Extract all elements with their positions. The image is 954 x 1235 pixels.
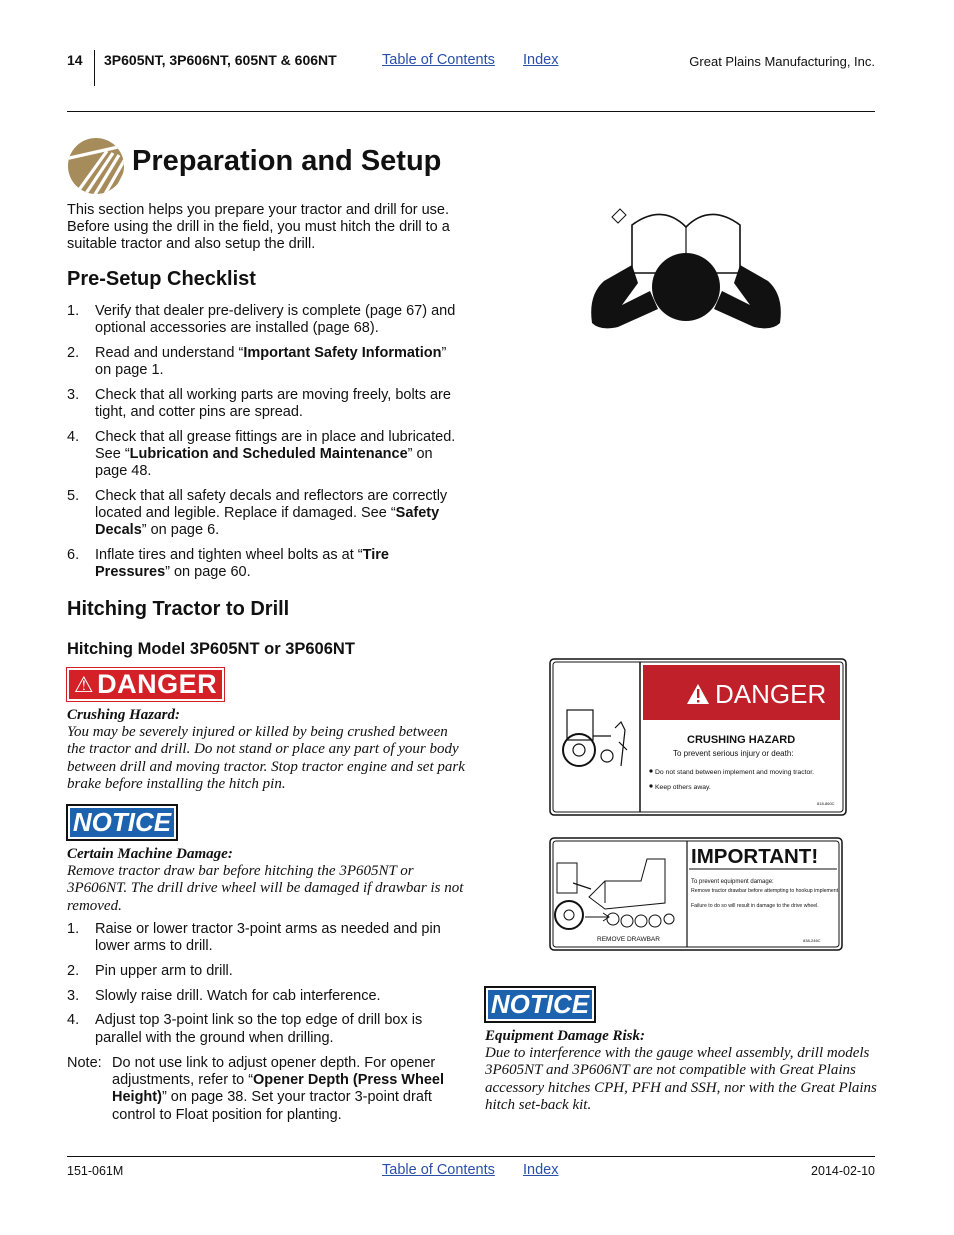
hitching-steps	[67, 921, 462, 1054]
decal-part-number: 838-246C	[803, 938, 821, 943]
header-rule	[67, 111, 875, 112]
warning-triangle-icon: ⚠	[73, 671, 95, 697]
list-item: 2. Read and understand “Important Safety Information” on page 1.	[67, 344, 447, 379]
danger-signal-word: ⚠ DANGER	[67, 668, 224, 701]
document-date: 2014-02-10	[811, 1164, 875, 1178]
hitching-subheading: Hitching Model 3P605NT or 3P606NT	[67, 640, 355, 658]
header-index-link[interactable]: Index	[523, 52, 559, 68]
company-name: Great Plains Manufacturing, Inc.	[689, 54, 875, 69]
pre-setup-heading: Pre-Setup Checklist	[67, 268, 256, 290]
note: Note: Do not use link to adjust opener depth. For opener adjustments, refer to “Opener Depth (Press Wheel Height)” on page 38. Set your tractor 3-point draft control to Float position for planting.	[67, 1055, 444, 1123]
notice-signal-word: NOTICE	[68, 806, 176, 839]
list-item: 4. Check that all grease fittings are in place and lubricated. See “Lubrication and Scheduled Maintenance” on page 48.	[67, 428, 456, 480]
decal-bullet: Keep others away.	[655, 784, 711, 791]
danger-message: Crushing Hazard: You may be severely injured or killed by being crushed between the tractor and drill. Do not stand or place any part of your body between drill and moving tractor. Stop tractor engine and set park brake before installing the hitch pin.	[67, 707, 465, 792]
decal-part-number: 818-860C	[817, 801, 835, 806]
read-manual-icon	[588, 205, 784, 333]
decal-signal-word: IMPORTANT!	[691, 845, 819, 868]
footer-rule	[67, 1156, 875, 1157]
pre-setup-checklist	[67, 303, 462, 589]
notice-signal-word: NOTICE	[486, 988, 594, 1021]
list-item: 2. Pin upper arm to drill.	[67, 962, 233, 979]
footer-toc-link[interactable]: Table of Contents	[382, 1162, 495, 1178]
decal-subheading: To prevent serious injury or death:	[673, 749, 794, 758]
xref: Lubrication and Scheduled Maintenance	[129, 445, 408, 462]
list-item: 3. Check that all working parts are moving freely, bolts are tight, and cotter pins are spread.	[67, 386, 451, 421]
xref: Opener Depth (Press Wheel Height)	[112, 1072, 444, 1106]
hitching-heading: Hitching Tractor to Drill	[67, 598, 290, 620]
danger-crushing-hazard-decal	[549, 658, 847, 816]
decal-heading: CRUSHING HAZARD	[687, 734, 796, 746]
decal-line: Failure to do so will result in damage to the drive wheel.	[691, 903, 819, 909]
list-item: 1. Raise or lower tractor 3-point arms as needed and pin lower arms to drill.	[67, 921, 441, 955]
header-divider	[94, 50, 95, 86]
document-number: 151-061M	[67, 1164, 124, 1178]
decal-bullet: Do not stand between implement and moving tractor.	[655, 769, 815, 776]
great-plains-logo-icon	[67, 137, 125, 195]
decal-caption: REMOVE DRAWBAR	[597, 936, 660, 943]
list-item: 3. Slowly raise drill. Watch for cab interference.	[67, 987, 381, 1004]
intro-paragraph: This section helps you prepare your tractor and drill for use. Before using the drill in the field, you must hitch the drill to a suitable tractor and also setup the drill.	[67, 202, 450, 253]
xref: Tire Pressures	[95, 546, 389, 581]
model-title: 3P605NT, 3P606NT, 605NT & 606NT	[104, 52, 337, 68]
list-item: 1. Verify that dealer pre-delivery is complete (page 67) and optional accessories are installed (page 68).	[67, 303, 456, 337]
decal-signal-word: DANGER	[715, 679, 827, 709]
xref: Safety Decals	[95, 505, 440, 539]
footer-index-link[interactable]: Index	[523, 1162, 559, 1178]
page-title: Preparation and Setup	[132, 145, 442, 177]
header-toc-link[interactable]: Table of Contents	[382, 52, 495, 68]
page-number: 14	[67, 52, 83, 68]
important-remove-drawbar-decal	[549, 837, 843, 951]
notice-message: Equipment Damage Risk: Due to interference with the gauge wheel assembly, drill models 3P605NT and 3P606NT are not compatible with Great Plains accessory hitches CPH, PFH and SSH, nor with the Great Plains hitch set-back kit.	[485, 1028, 877, 1113]
decal-line: Remove tractor drawbar before attempting to hookup implement.	[691, 888, 840, 894]
decal-line: To prevent equipment damage:	[691, 879, 774, 885]
notice-message: Certain Machine Damage: Remove tractor draw bar before hitching the 3P605NT or 3P606NT. The drill drive wheel will be damaged if drawbar is not removed.	[67, 846, 464, 914]
list-item: 5. Check that all safety decals and reflectors are correctly located and legible. Replace if damaged. See “Safety Decals” on page 6.	[67, 487, 448, 539]
list-item: 4. Adjust top 3-point link so the top edge of drill box is parallel with the ground when drilling.	[67, 1012, 423, 1046]
list-item: 6. Inflate tires and tighten wheel bolts as at “Tire Pressures” on page 60.	[67, 546, 389, 581]
xref: Important Safety Information	[243, 344, 442, 361]
